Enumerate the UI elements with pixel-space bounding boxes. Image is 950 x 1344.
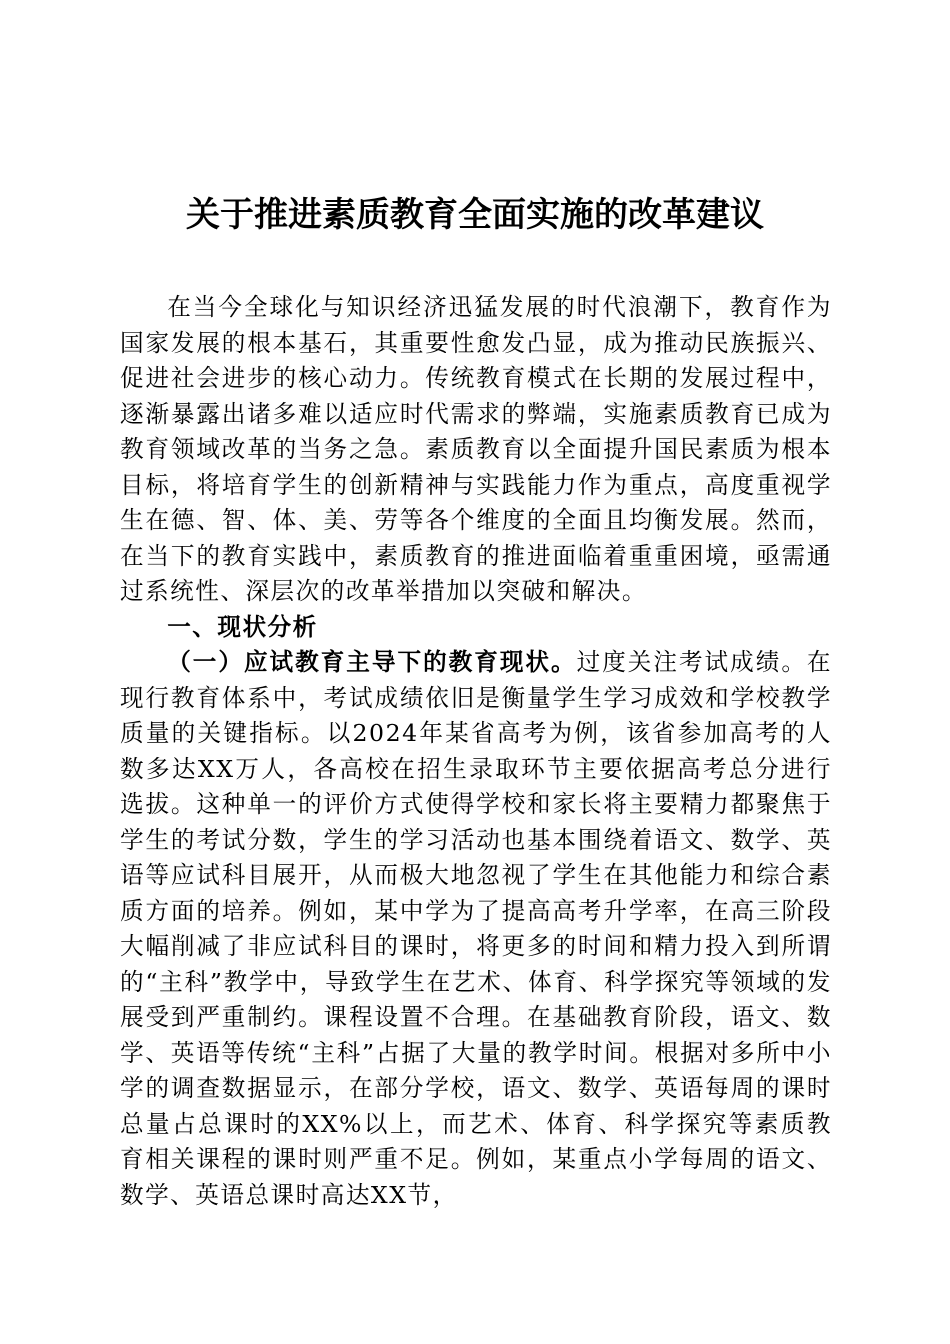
document-title: 关于推进素质教育全面实施的改革建议 <box>186 195 764 235</box>
document-body <box>120 290 832 1213</box>
subsection-text: 过度关注考试成绩。在现行教育体系中，考试成绩依旧是衡量学生学习成效和学校教学质量的关键指标。以2024年某省高考为例，该省参加高考的人数多达XX万人，各高校在招生录取环节主要依据高考总分进行选拔。这种单一的评价方式使得学校和家长将主要精力都聚焦于学生的考试分数，学生的学习活动也基本围绕着语文、数学、英语等应试科目展开，从而极大地忽视了学生在其他能力和综合素质方面的培养。例如，某中学为了提高高考升学率，在高三阶段大幅削减了非应试科目的课时，将更多的时间和精力投入到所谓的“主科”教学中，导致学生在艺术、体育、科学探究等领域的发展受到严重制约。课程设置不合理。在基础教育阶段，语文、数学、英语等传统“主科”占据了大量的教学时间。根据对多所中小学的调查数据显示，在部分学校，语文、数学、英语每周的课时总量占总课时的XX%以上，而艺术、体育、科学探究等素质教育相关课程的课时则严重不足。例如，某重点小学每周的语文、数学、英语总课时高达XX节， <box>120 648 833 1209</box>
intro-paragraph: 在当今全球化与知识经济迅猛发展的时代浪潮下，教育作为国家发展的根本基石，其重要性愈发凸显，成为推动民族振兴、促进社会进步的核心动力。传统教育模式在长期的发展过程中，逐渐暴露出诸多难以适应时代需求的弊端，实施素质教育已成为教育领域改革的当务之急。素质教育以全面提升国民素质为根本目标，将培育学生的创新精神与实践能力作为重点，高度重视学生在德、智、体、美、劳等各个维度的全面且均衡发展。然而，在当下的教育实践中，素质教育的推进面临着重重困境，亟需通过系统性、深层次的改革举措加以突破和解决。 <box>120 293 832 605</box>
subsection-heading: （一）应试教育主导下的教育现状。 <box>167 648 577 676</box>
section-heading: 一、现状分析 <box>167 612 318 641</box>
subsection-paragraph <box>120 645 832 1213</box>
